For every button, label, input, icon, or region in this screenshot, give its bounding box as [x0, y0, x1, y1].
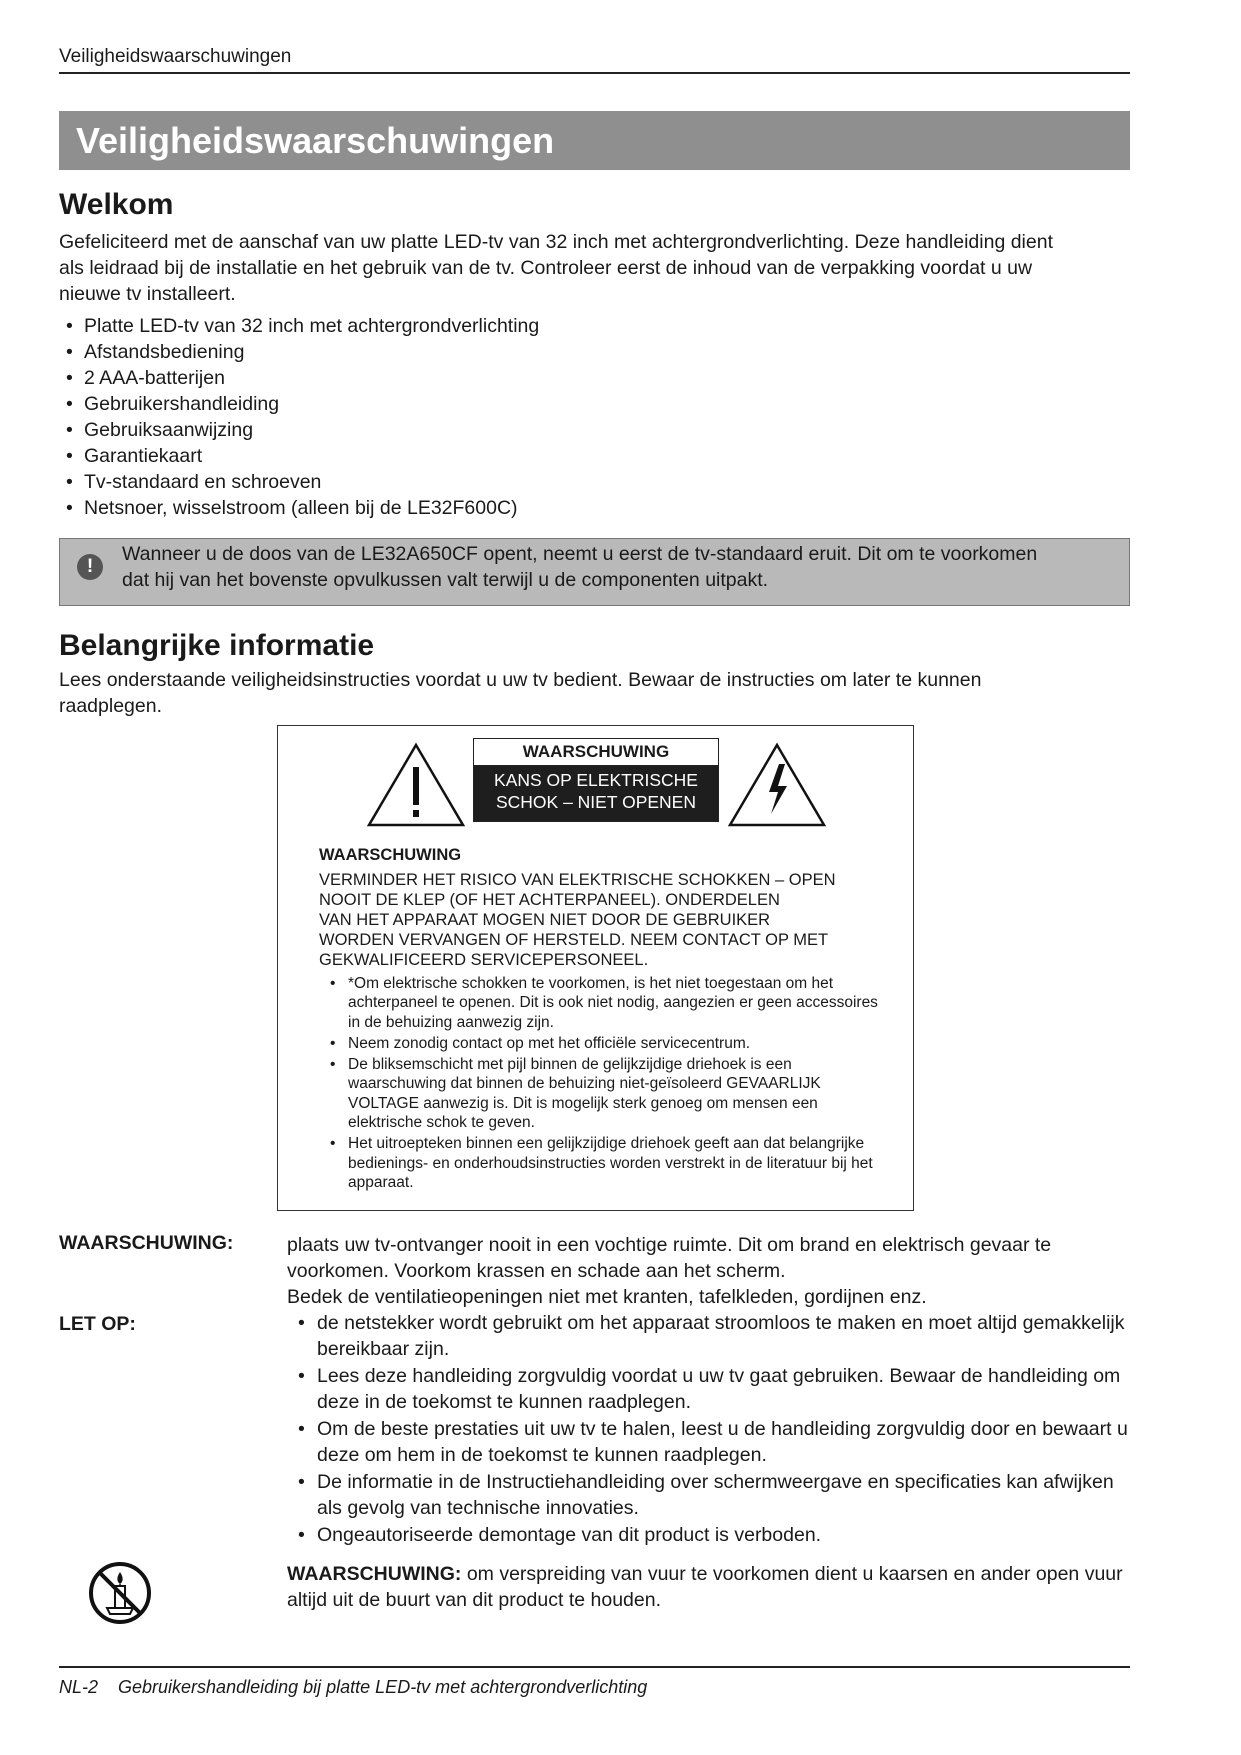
list-item: • De informatie in de Instructiehandleiding over schermweergave en specificaties kan afwijken als gevolg van technische innovaties.: [287, 1469, 1130, 1521]
list-item: • Lees deze handleiding zorgvuldig voordat u uw tv gaat gebruiken. Bewaar de handleiding om deze in de toekomst te kunnen raadplegen.: [287, 1363, 1130, 1415]
list-item: • Gebruikershandleiding: [63, 391, 539, 417]
caution-list: [287, 1310, 1130, 1549]
caps-line: VAN HET APPARAAT MOGEN NIET DOOR DE GEBRUIKER: [319, 911, 771, 929]
ventilation-note: Bedek de ventilatieopeningen niet met kranten, tafelkleden, gordijnen enz.: [287, 1286, 927, 1308]
warning-label: [473, 738, 719, 822]
warning-label-line: KANS OP ELEKTRISCHE: [494, 770, 698, 790]
running-footer: [59, 1666, 1130, 1698]
list-item: • Neem zonodig contact op met het officiële servicecentrum.: [330, 1034, 890, 1053]
welkom-heading: Welkom: [59, 188, 174, 221]
list-item: • De bliksemschicht met pijl binnen de gelijkzijdige driehoek is een waarschuwing dat binnen de behuizing niet-geïsoleerd GEVAARLIJK VOLTAGE aanwezig is. Dit is mogelijk sterk genoeg om mensen een elektrische schok te geven.: [330, 1055, 890, 1132]
exclamation-triangle-icon: [366, 742, 466, 828]
fire-warning-label: WAARSCHUWING:: [287, 1563, 462, 1585]
welkom-intro-line: nieuwe tv installeert.: [59, 283, 236, 305]
warning-frame: [277, 725, 914, 1211]
note-line: dat hij van het bovenste opvulkussen valt terwijl u de componenten uitpakt.: [122, 569, 769, 591]
inner-warning-title: WAARSCHUWING: [319, 846, 462, 864]
inner-warning-list: [330, 974, 890, 1194]
info-heading: Belangrijke informatie: [59, 629, 375, 662]
warning-label-bottom: [474, 766, 718, 821]
exclamation-icon: !: [77, 554, 103, 580]
warning-label-top: WAARSCHUWING: [474, 739, 718, 766]
list-item: • Tv-standaard en schroeven: [63, 469, 539, 495]
fire-warning: [287, 1561, 1130, 1613]
caps-line: WORDEN VERVANGEN OF HERSTELD. NEEM CONTACT OP MET: [319, 931, 829, 949]
list-item: • Ongeautoriseerde demontage van dit product is verboden.: [287, 1522, 1130, 1548]
running-header: Veiligheidswaarschuwingen: [59, 46, 1130, 74]
list-item: • Platte LED-tv van 32 inch met achtergrondverlichting: [63, 313, 539, 339]
note-line: Wanneer u de doos van de LE32A650CF opent, neemt u eerst de tv-standaard eruit. Dit om te voorkomen: [122, 543, 1038, 565]
welkom-intro: [59, 229, 1130, 307]
no-open-flame-icon: [87, 1560, 153, 1626]
list-item: • Gebruiksaanwijzing: [63, 417, 539, 443]
note-box: [59, 538, 1130, 606]
info-intro: [59, 667, 1130, 719]
info-intro-line: raadplegen.: [59, 695, 163, 717]
package-contents-list: [63, 313, 539, 521]
caps-line: VERMINDER HET RISICO VAN ELEKTRISCHE SCHOKKEN – OPEN: [319, 871, 836, 889]
footer-title: Gebruikershandleiding bij platte LED-tv met achtergrondverlichting: [118, 1677, 648, 1697]
list-item: • Garantiekaart: [63, 443, 539, 469]
list-item: • de netstekker wordt gebruikt om het apparaat stroomloos te maken en moet altijd gemakkelijk bereikbaar zijn.: [287, 1310, 1130, 1362]
section-title-bar: Veiligheidswaarschuwingen: [59, 111, 1130, 170]
caution-label: LET OP:: [59, 1313, 136, 1335]
welkom-intro-line: Gefeliciteerd met de aanschaf van uw platte LED-tv van 32 inch met achtergrondverlichting. Deze handleiding dient: [59, 231, 1053, 253]
inner-warning-caps: [319, 870, 899, 970]
list-item: • Netsnoer, wisselstroom (alleen bij de LE32F600C): [63, 495, 539, 521]
warning-body: plaats uw tv-ontvanger nooit in een vochtige ruimte. Dit om brand en elektrisch gevaar te voorkomen. Voorkom krassen en schade aan het scherm.: [287, 1234, 1052, 1282]
lightning-triangle-icon: [727, 742, 827, 828]
note-text: [122, 541, 1122, 593]
list-item: • Om de beste prestaties uit uw tv te halen, leest u de handleiding zorgvuldig door en bewaart u deze om hem in de toekomst te kunnen raadplegen.: [287, 1416, 1130, 1468]
caps-line: NOOIT DE KLEP (OF HET ACHTERPANEEL). ONDERDELEN: [319, 891, 780, 909]
list-item: • Afstandsbediening: [63, 339, 539, 365]
warning-label-text: WAARSCHUWING:: [59, 1232, 234, 1254]
warning-label-line: SCHOK – NIET OPENEN: [495, 792, 696, 812]
list-item: • *Om elektrische schokken te voorkomen, is het niet toegestaan om het achterpaneel te openen. Dit is ook niet nodig, aangezien er geen accessoires in de behuizing aanwezig zijn.: [330, 974, 890, 1032]
page-number: NL-2: [59, 1677, 99, 1697]
list-item: • 2 AAA-batterijen: [63, 365, 539, 391]
welkom-intro-line: als leidraad bij de installatie en het gebruik van de tv. Controleer eerst de inhoud van de verpakking voordat u uw: [59, 257, 1033, 279]
caps-line: GEKWALIFICEERD SERVICEPERSONEEL.: [319, 951, 649, 969]
fire-warning-text: om verspreiding van vuur te voorkomen dient u kaarsen en ander open vuur altijd uit de buurt van dit product te houden.: [287, 1563, 1123, 1611]
info-intro-line: Lees onderstaande veiligheidsinstructies voordat u uw tv bedient. Bewaar de instructies om later te kunnen: [59, 669, 982, 691]
list-item: • Het uitroepteken binnen een gelijkzijdige driehoek geeft aan dat belangrijke bedienings- en onderhoudsinstructies worden verstrekt in de literatuur bij het apparaat.: [330, 1134, 890, 1192]
